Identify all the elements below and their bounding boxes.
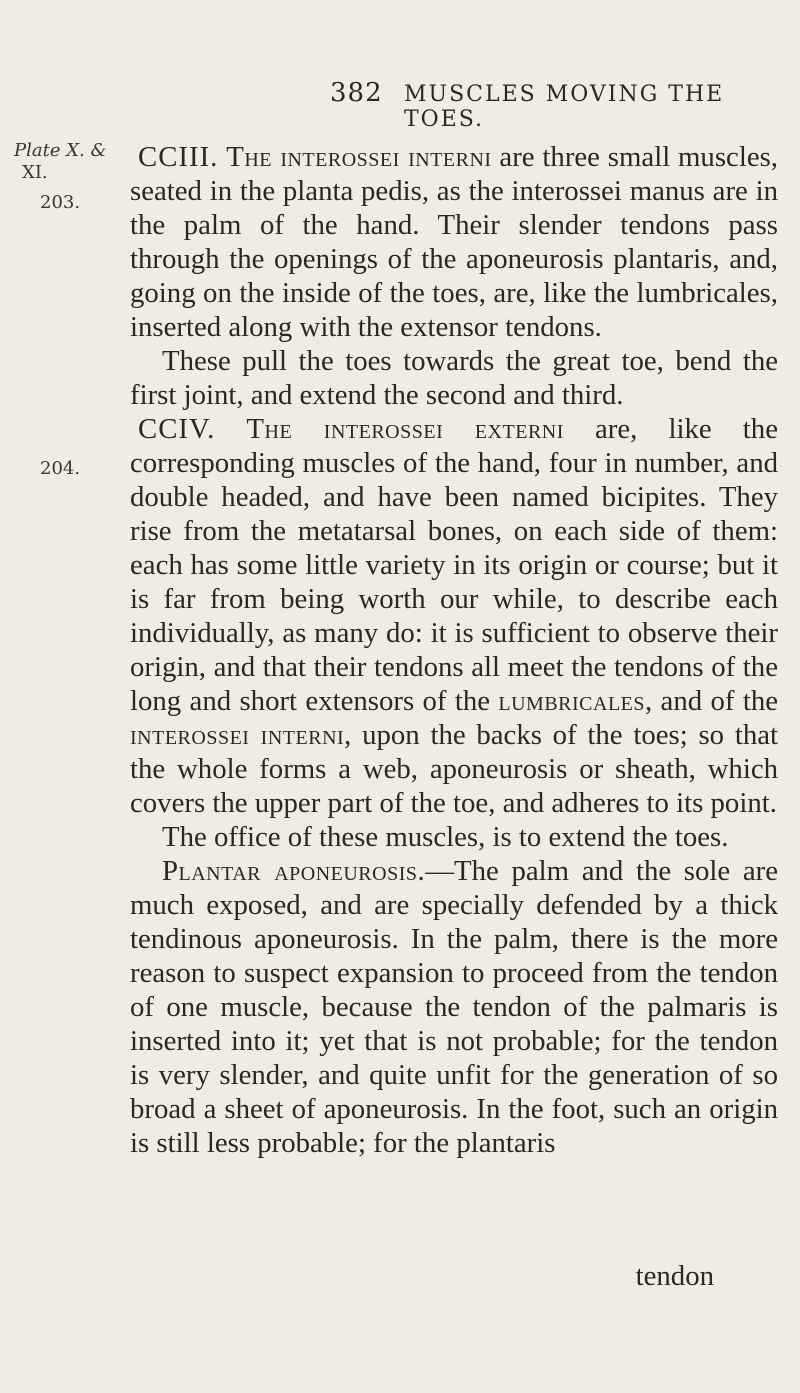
muscle-name: The interossei interni [226, 141, 492, 173]
margin-note-plate: Plate X. & [14, 140, 107, 161]
running-head: MUSCLES MOVING THE TOES. [404, 82, 725, 132]
paragraph-action [130, 344, 778, 412]
paragraph-text: , upon the backs of the toes; so that the whole forms a web, aponeurosis or sheath, which covers the upper part of the toe, and adheres to its point. [130, 719, 778, 819]
margin-note-204: 204. [40, 458, 81, 479]
small-caps-term: lumbricales [498, 685, 646, 717]
paragraph-text: are, like the corresponding muscles of the hand, four in number, and double headed, and have been named bicipites. They rise from the metatarsal bones, on each side of them: each has some little variety in its origin or course; but it is far from being worth our while, to describe each individually, as many do: it is sufficient to observe their origin, and that their tendons all meet the tendons of the long and short extensors of the [130, 413, 778, 717]
small-caps-term: interossei interni [130, 719, 345, 751]
page-number: 382 [330, 78, 383, 108]
page-header [0, 78, 800, 132]
paragraph-text: , and of the [645, 685, 779, 717]
section-heading: Plantar aponeurosis. [162, 855, 426, 887]
paragraph-ccIV [130, 412, 778, 820]
paragraph-text: are three small muscles, seated in the planta pedis, as the interossei manus are in the palm of the hand. Their slender tendons pass through the openings of the aponeurosis plantaris, and, going on the inside of the toes, are, like the lumbricales, inserted along with the extensor tendons. [130, 141, 779, 343]
muscle-name: The interossei externi [246, 413, 564, 445]
paragraph-text: These pull the toes towards the great toe, bend the first joint, and extend the second and third. [130, 345, 778, 411]
paragraph-text: The office of these muscles, is to extend the toes. [162, 821, 729, 853]
section-number: CCIII. [138, 141, 219, 173]
paragraph-office [130, 820, 778, 854]
paragraph-ccIII [130, 140, 778, 344]
catchword: tendon [635, 1260, 714, 1292]
margin-note-plate-xi: XI. [22, 162, 48, 183]
section-number: CCIV. [138, 413, 216, 445]
paragraph-plantar-aponeurosis [130, 854, 778, 1160]
margin-note-203: 203. [40, 192, 81, 213]
paragraph-text: —The palm and the sole are much exposed, and are specially defended by a thick tendinous aponeurosis. In the palm, there is the more reason to suspect expansion to proceed from the tendon of one muscle, because the tendon of the palmaris is inserted into it; yet that is not probable; for the tendon is very slender, and quite unfit for the generation of so broad a sheet of aponeurosis. In the foot, such an origin is still less probable; for the plantaris [130, 855, 779, 1159]
body-text [130, 140, 778, 1160]
